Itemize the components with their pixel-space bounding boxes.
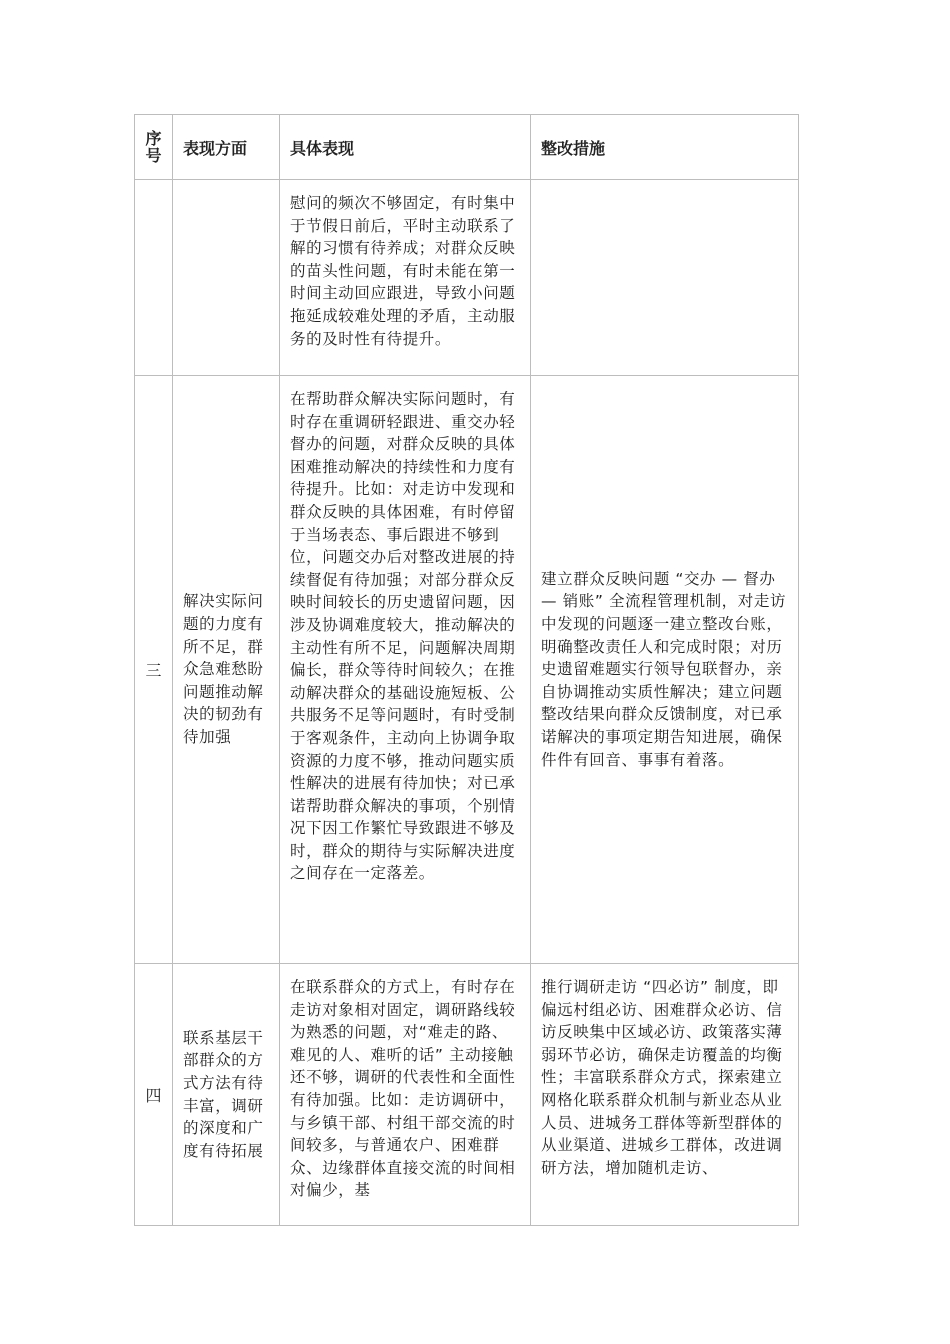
row-aspect-text: 联系基层干部群众的方式方法有待丰富，调研的深度和广度有待拓展 bbox=[183, 1028, 264, 1160]
row-measure bbox=[531, 964, 799, 1226]
row-measure bbox=[531, 180, 799, 376]
row-measure-text bbox=[531, 180, 798, 192]
table-row bbox=[135, 180, 799, 376]
row-seq: 四 bbox=[135, 964, 173, 1226]
row-aspect bbox=[173, 964, 280, 1226]
row-detail-text: 在联系群众的方式上，有时存在走访对象相对固定，调研路线较为熟悉的问题，对“难走的路、难见的人、难听的话” 主动接触还不够，调研的代表性和全面性有待加强。比如：走访调研中，与乡镇干部、村组干部交流的时间较多，与普通农户、困难群众、边缘群体直接交流的时间相对偏少，基 bbox=[290, 978, 516, 1200]
header-aspect: 表现方面 bbox=[173, 115, 280, 180]
row-aspect bbox=[173, 180, 280, 376]
header-detail: 具体表现 bbox=[280, 115, 531, 180]
table-row bbox=[135, 964, 799, 1226]
row-detail-text: 在帮助群众解决实际问题时，有时存在重调研轻跟进、重交办轻督办的问题，对群众反映的具体困难推动解决的持续性和力度有待提升。比如：对走访中发现和群众反映的具体困难，有时停留于当场表态、事后跟进不够到位，问题交办后对整改进展的持续督促有待加强；对部分群众反映时间较长的历史遗留问题，因涉及协调难度较大，推动解决的主动性有所不足，问题解决周期偏长，群众等待时间较久；在推动解决群众的基础设施短板、公共服务不足等问题时，有时受制于客观条件，主动向上协调争取资源的力度不够，推动问题实质性解决的进展有待加快；对已承诺帮助群众解决的事项，个别情况下因工作繁忙导致跟进不够及时，群众的期待与实际解决进度之间存在一定落差。 bbox=[290, 390, 516, 883]
rectification-table bbox=[134, 114, 799, 1226]
row-measure bbox=[531, 376, 799, 964]
row-detail-text: 慰问的频次不够固定，有时集中于节假日前后，平时主动联系了解的习惯有待养成；对群众反映的苗头性问题，有时未能在第一时间主动回应跟进，导致小问题拖延成较难处理的矛盾，主动服务的及时性有待提升。 bbox=[290, 194, 516, 348]
header-seq-label: 序号 bbox=[145, 129, 162, 165]
row-measure-text: 建立群众反映问题 “交办 — 督办 — 销账” 全流程管理机制，对走访中发现的问题逐一建立整改台账，明确整改责任人和完成时限；对历史遗留难题实行领导包联督办，亲自协调推动实质性解决；建立问题整改结果向群众反馈制度，对已承诺解决的事项定期告知进展，确保件件有回音、事事有着落。 bbox=[541, 569, 787, 769]
header-seq bbox=[135, 115, 173, 180]
header-measure: 整改措施 bbox=[531, 115, 799, 180]
table-header-row bbox=[135, 115, 799, 180]
row-seq bbox=[135, 180, 173, 376]
row-aspect bbox=[173, 376, 280, 964]
row-aspect-text: 解决实际问题的力度有所不足，群众急难愁盼问题推动解决的韧劲有待加强 bbox=[183, 592, 264, 746]
table-row bbox=[135, 376, 799, 964]
row-detail bbox=[280, 964, 531, 1226]
row-detail bbox=[280, 180, 531, 376]
row-detail bbox=[280, 376, 531, 964]
row-measure-text: 推行调研走访 “四必访” 制度，即偏远村组必访、困难群众必访、信访反映集中区域必访、政策落实薄弱环节必访，确保走访覆盖的均衡性；丰富联系群众方式，探索建立网格化联系群众机制与新业态从业人员、进城务工群体等新型群体的从业渠道、进城乡工群体，改进调研方法，增加随机走访、 bbox=[541, 978, 783, 1177]
row-seq: 三 bbox=[135, 376, 173, 964]
